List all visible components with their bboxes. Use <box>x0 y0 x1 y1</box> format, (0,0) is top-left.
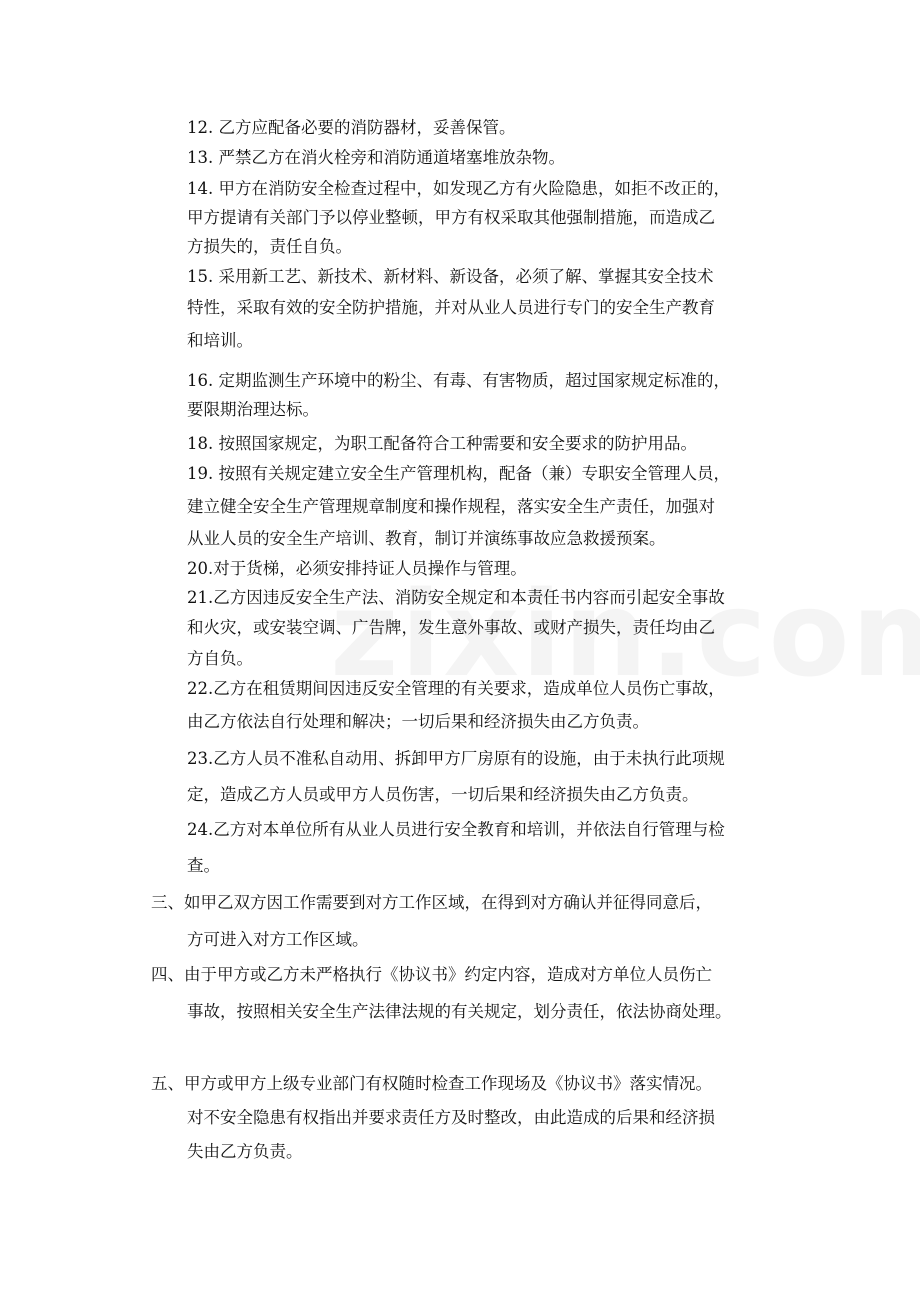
clause-text-line: 方可进入对方工作区域。 <box>187 930 369 949</box>
clause-text-line: 12. 乙方应配备必要的消防器材，妥善保管。 <box>187 118 516 137</box>
clause-text-line: 20.对于货梯，必须安排持证人员操作与管理。 <box>187 559 527 578</box>
clause-text-line: 22.乙方在租赁期间因违反安全管理的有关要求，造成单位人员伤亡事故， <box>187 679 725 698</box>
clause-text-line: 四、由于甲方或乙方未严格执行《协议书》约定内容，造成对方单位人员伤亡 <box>151 965 712 984</box>
clause-text-line: 失由乙方负责。 <box>187 1142 303 1161</box>
clause-text-line: 19. 按照有关规定建立安全生产管理机构，配备（兼）专职安全管理人员， <box>187 464 730 483</box>
clause-text-line: 24.乙方对本单位所有从业人员进行安全教育和培训，并依法自行管理与检 <box>187 820 725 839</box>
clause-text-line: 16. 定期监测生产环境中的粉尘、有毒、有害物质，超过国家规定标准的， <box>187 371 730 390</box>
clause-text-line: 和培训。 <box>187 331 253 350</box>
clause-text-line: 和火灾，或安装空调、广告牌，发生意外事故、或财产损失，责任均由乙 <box>187 618 715 637</box>
clause-text-line: 18. 按照国家规定，为职工配备符合工种需要和安全要求的防护用品。 <box>187 434 697 453</box>
clause-text-line: 查。 <box>187 856 220 875</box>
clause-text-line: 方自负。 <box>187 649 253 668</box>
clause-text-line: 特性，采取有效的安全防护措施，并对从业人员进行专门的安全生产教育 <box>187 298 715 317</box>
clause-text-line: 14. 甲方在消防安全检查过程中，如发现乙方有火险隐患，如拒不改正的， <box>187 179 730 198</box>
clause-text-line: 15. 采用新工艺、新技术、新材料、新设备，必须了解、掌握其安全技术 <box>187 267 714 286</box>
clause-text-line: 21.乙方因违反安全生产法、消防安全规定和本责任书内容而引起安全事故 <box>187 588 725 607</box>
clause-text-line: 对不安全隐患有权指出并要求责任方及时整改，由此造成的后果和经济损 <box>187 1108 715 1127</box>
clause-text-line: 要限期治理达标。 <box>187 400 319 419</box>
clause-text-line: 方损失的，责任自负。 <box>187 237 352 256</box>
clause-text-line: 13. 严禁乙方在消火栓旁和消防通道堵塞堆放杂物。 <box>187 148 565 167</box>
clause-text-line: 建立健全安全生产管理规章制度和操作规程，落实安全生产责任，加强对 <box>187 497 715 516</box>
clause-text-line: 从业人员的安全生产培训、教育，制订并演练事故应急救援预案。 <box>187 529 666 548</box>
clause-text-line: 定，造成乙方人员或甲方人员伤害，一切后果和经济损失由乙方负责。 <box>187 785 699 804</box>
clause-text-line: 23.乙方人员不准私自动用、拆卸甲方厂房原有的设施，由于未执行此项规 <box>187 749 725 768</box>
clause-text-line: 三、如甲乙双方因工作需要到对方工作区域，在得到对方确认并征得同意后， <box>151 893 712 912</box>
clause-text-line: 事故，按照相关安全生产法律法规的有关规定，划分责任，依法协商处理。 <box>187 1002 732 1021</box>
clause-text-line: 由乙方依法自行处理和解决；一切后果和经济损失由乙方负责。 <box>187 712 649 731</box>
clause-text-line: 甲方提请有关部门予以停业整顿，甲方有权采取其他强制措施，而造成乙 <box>187 208 715 227</box>
clause-text-line: 五、甲方或甲方上级专业部门有权随时检查工作现场及《协议书》落实情况。 <box>151 1074 712 1093</box>
